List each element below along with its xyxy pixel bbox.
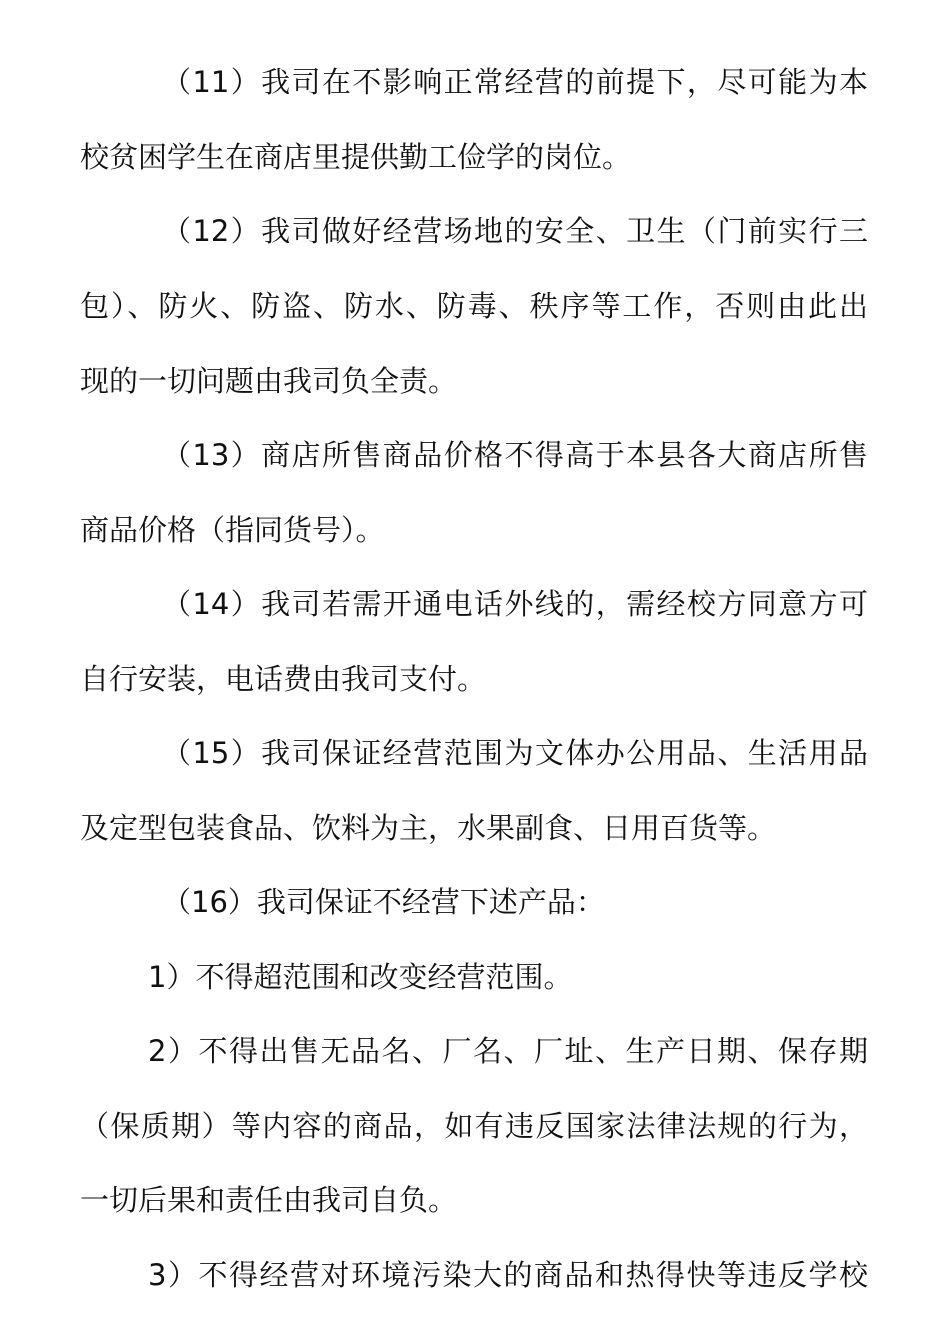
paragraph-12-line-3: 现的一切问题由我司负全责。: [80, 364, 458, 398]
paragraph-12-line-2: 包）、防火、防盗、防水、防毒、秩序等工作，否则由此出: [80, 289, 868, 323]
paragraph-13-line-1: （13）商店所售商品价格不得高于本县各大商店所售: [162, 438, 868, 472]
paragraph-12-line-1: （12）我司做好经营场地的安全、卫生（门前实行三: [162, 214, 868, 248]
paragraph-11-line-2: 校贫困学生在商店里提供勤工俭学的岗位。: [80, 140, 632, 174]
paragraph-14-line-1: （14）我司若需开通电话外线的，需经校方同意方可: [162, 587, 868, 621]
paragraph-16-line-1: （16）我司保证不经营下述产品：: [162, 885, 605, 919]
paragraph-11-line-1: （11）我司在不影响正常经营的前提下，尽可能为本: [162, 65, 868, 99]
item-2-line-2: （保质期）等内容的商品，如有违反国家法律法规的行为，: [80, 1109, 868, 1143]
item-1-line-1: 1）不得超范围和改变经营范围。: [148, 960, 573, 994]
paragraph-13-line-2: 商品价格（指同货号）。: [80, 513, 385, 547]
paragraph-15-line-2: 及定型包装食品、饮料为主，水果副食、日用百货等。: [80, 811, 777, 845]
item-2-line-1: 2）不得出售无品名、厂名、厂址、生产日期、保存期: [148, 1034, 868, 1068]
paragraph-14-line-2: 自行安装，电话费由我司支付。: [80, 662, 487, 696]
item-3-line-1: 3）不得经营对环境污染大的商品和热得快等违反学校: [148, 1258, 868, 1292]
item-2-line-3: 一切后果和责任由我司自负。: [80, 1183, 458, 1217]
paragraph-15-line-1: （15）我司保证经营范围为文体办公用品、生活用品: [162, 736, 868, 770]
